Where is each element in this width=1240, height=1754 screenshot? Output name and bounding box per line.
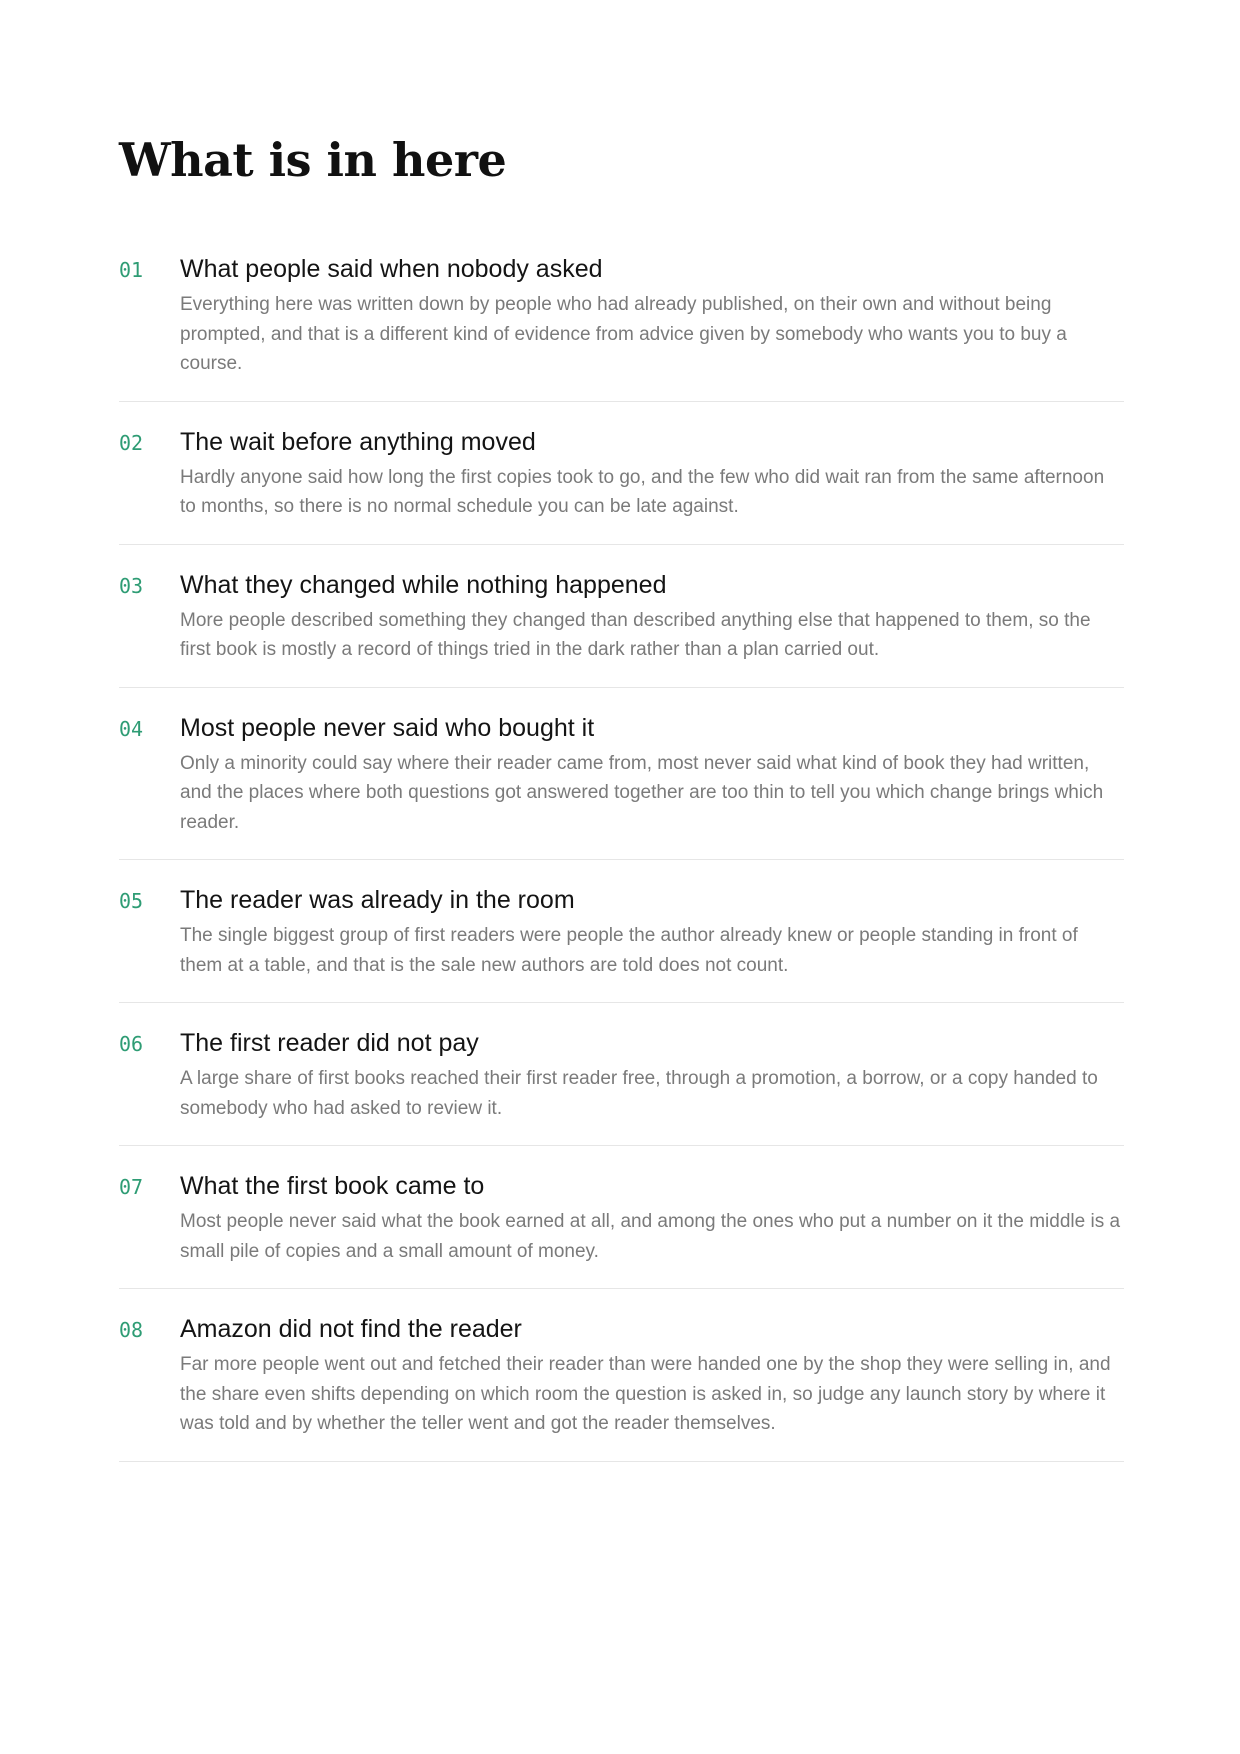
entry-number: 01 [119,258,144,282]
contents-entry[interactable] [119,425,1124,545]
entry-description: The single biggest group of first readers were people the author already knew or people standing in front of them at a table, and that is the sale new authors are told does not count. [180,925,1078,976]
contents-list [119,252,1124,1462]
entry-number: 02 [119,430,144,455]
page-title: What is in here [119,133,507,187]
entry-body [180,252,1124,379]
contents-entry[interactable] [119,568,1124,688]
entry-number: 08 [119,1318,144,1342]
contents-entry[interactable] [119,252,1124,402]
entry-description: Everything here was written down by people who had already published, on their own and without being prompted, and that is a different kind of evidence from advice given by somebody who wants you to buy a course. [180,294,1067,374]
page [119,0,1124,1485]
entry-body [180,883,1124,980]
entry-description: More people described something they changed than described anything else that happened to them, so the first book is mostly a record of things tried in the dark rather than a plan carried out. [180,609,1091,660]
entry-description: Only a minority could say where their reader came from, most never said what kind of book they had written, and the places where both questions got answered together are too thin to tell you which change brings which reader. [180,752,1104,833]
entry-body [180,1169,1124,1266]
entry-body [180,1312,1124,1439]
contents-entry[interactable] [119,883,1124,1003]
entry-heading: Amazon did not find the reader [180,1315,522,1343]
entry-number: 07 [119,1175,144,1199]
entry-body [180,711,1124,838]
contents-entry[interactable] [119,1026,1124,1146]
entry-description: Most people never said what the book earned at all, and among the ones who put a number on it the middle is a small pile of copies and a small amount of money. [180,1211,1121,1262]
entry-number: 05 [119,889,144,913]
entry-body [180,1026,1124,1123]
entry-body [180,425,1124,522]
entry-description: A large share of first books reached their first reader free, through a promotion, a borrow, or a copy handed to somebody who had asked to review it. [180,1068,1098,1119]
contents-entry[interactable] [119,1312,1124,1462]
entry-heading: What they changed while nothing happened [180,570,667,599]
contents-entry[interactable] [119,711,1124,861]
entry-description: Hardly anyone said how long the first copies took to go, and the few who did wait ran from the same afternoon to months, so there is no normal schedule you can be late against. [180,466,1105,517]
entry-number: 04 [119,716,144,741]
entry-heading: The reader was already in the room [180,886,575,914]
entry-number: 06 [119,1032,144,1056]
entry-number: 03 [119,573,144,598]
contents-entry[interactable] [119,1169,1124,1289]
entry-heading: Most people never said who bought it [180,713,595,742]
entry-body [180,568,1124,665]
entry-heading: What the first book came to [180,1172,485,1200]
entry-heading: The wait before anything moved [180,427,536,456]
entry-description: Far more people went out and fetched their reader than were handed one by the shop they were selling in, and the share even shifts depending on which room the question is asked in, so judge any launch story by where it was told and by whether the teller went and got the reader themselves. [180,1354,1111,1434]
entry-heading: The first reader did not pay [180,1029,479,1057]
entry-heading: What people said when nobody asked [180,255,603,283]
